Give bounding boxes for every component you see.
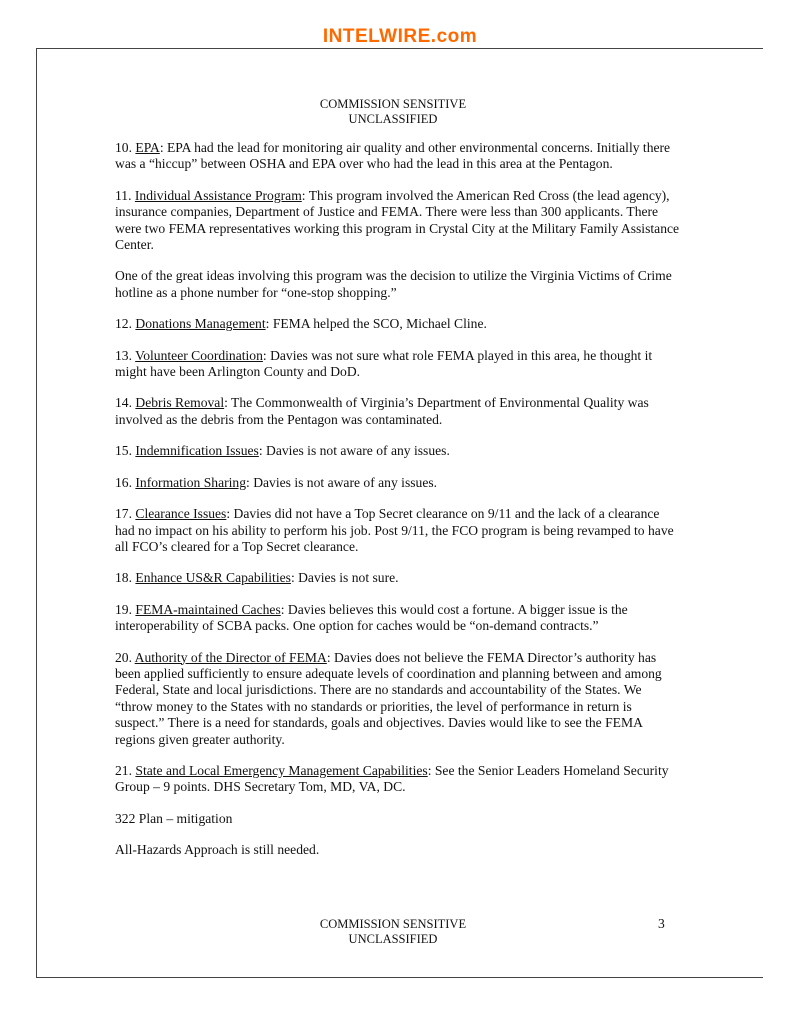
item-text: : The Commonwealth of Virginia’s Department of Environmental Quality was involved as the debris from the Pentagon was contaminated. <box>115 395 649 427</box>
item-title: Clearance Issues <box>135 506 227 522</box>
item-text: : FEMA helped the SCO, Michael Cline. <box>265 316 487 332</box>
item-title: Donations Management <box>135 316 266 332</box>
header-classification: COMMISSION SENSITIVE <box>319 97 467 111</box>
footer-classification: COMMISSION SENSITIVE <box>319 917 467 931</box>
item-number: 17. <box>115 506 136 522</box>
paragraph <box>115 842 680 858</box>
paragraph <box>115 570 680 586</box>
item-text: : Davies believes this would cost a fortune. A bigger issue is the interoperability of SCBA packs. One option for caches would be “on-demand contracts.” <box>115 601 628 634</box>
paragraph <box>115 811 680 827</box>
item-title: Information Sharing <box>135 474 247 490</box>
paragraph <box>115 475 680 491</box>
item-text: : Davies is not aware of any issues. <box>258 443 450 459</box>
item-title: Debris Removal <box>135 395 225 411</box>
footer-marking: UNCLASSIFIED <box>348 932 438 946</box>
item-number: 11. <box>115 187 135 203</box>
item-text: : Davies does not believe the FEMA Director’s authority has been applied sufficiently to ensure adequate levels of coordination and planning between and among Federal, State and local jurisdictions. There are no standards and accountability of the States. We “throw money to the States with no standards or priorities, the level of performance in return is suspect.” There is a need for standards, goals and objectives. Davies would like to see the FEMA regions given greater authority. <box>115 649 662 747</box>
paragraph <box>115 763 680 796</box>
paragraph <box>115 602 680 635</box>
item-text: All-Hazards Approach is still needed. <box>115 842 320 858</box>
paragraph <box>115 506 680 555</box>
item-number: 14. <box>115 395 136 411</box>
item-number: 21. <box>115 762 136 778</box>
paragraph <box>115 650 680 748</box>
page-footer <box>0 917 786 947</box>
item-number: 10. <box>115 140 136 155</box>
item-number: 12. <box>115 316 136 332</box>
item-text: : Davies is not aware of any issues. <box>246 474 438 490</box>
item-number: 18. <box>115 570 136 586</box>
item-number: 19. <box>115 601 136 617</box>
item-title: Volunteer Coordination <box>135 347 263 363</box>
site-banner <box>0 26 800 48</box>
item-title: State and Local Emergency Management Capabilities <box>135 762 428 778</box>
item-number: 16. <box>115 474 136 490</box>
item-number: 15. <box>115 443 136 459</box>
item-text: : EPA had the lead for monitoring air quality and other environmental concerns. Initially there was a “hiccup” between OSHA and EPA over who had the lead in this area at the Pentagon. <box>115 140 671 172</box>
item-number: 20. <box>115 649 135 665</box>
paragraph <box>115 443 680 459</box>
item-text: : Davies is not sure. <box>290 570 399 586</box>
item-title: Individual Assistance Program <box>134 187 302 203</box>
page-number: 3 <box>658 916 665 931</box>
item-text: : See the Senior Leaders Homeland Security Group – 9 points. DHS Secretary Tom, MD, VA, DC. <box>115 762 669 795</box>
item-title: Enhance US&R Capabilities <box>135 570 291 586</box>
paragraph <box>115 268 680 301</box>
page-header <box>0 97 786 127</box>
header-marking: UNCLASSIFIED <box>348 112 438 126</box>
item-title: Indemnification Issues <box>135 443 259 459</box>
item-text: : Davies was not sure what role FEMA played in this area, he thought it might have been Arlington County and DoD. <box>115 347 653 380</box>
paragraph <box>115 348 680 381</box>
banner-text: INTELWIRE.com <box>322 26 478 47</box>
paragraph <box>115 140 680 173</box>
item-text: : This program involved the American Red Cross (the lead agency), insurance companies, Department of Justice and FEMA. There were less than 300 applicants. There were two FEMA representatives working this program in Crystal City at the Military Family Assistance Center. <box>115 187 680 253</box>
item-text: : Davies did not have a Top Secret clearance on 9/11 and the lack of a clearance had no impact on his ability to perform his job. Post 9/11, the FCO program is being revamped to have all FCO’s cleared for a Top Secret clearance. <box>115 506 674 554</box>
document-body <box>115 140 680 874</box>
item-title: FEMA-maintained Caches <box>135 601 281 617</box>
item-text: One of the great ideas involving this program was the decision to utilize the Virginia Victims of Crime hotline as a phone number for “one-stop shopping.” <box>115 268 672 300</box>
item-text: 322 Plan – mitigation <box>115 810 233 826</box>
item-title: Authority of the Director of FEMA <box>134 649 327 665</box>
paragraph <box>115 316 680 332</box>
paragraph <box>115 188 680 254</box>
item-title: EPA <box>135 140 160 155</box>
item-number: 13. <box>115 347 136 363</box>
paragraph <box>115 395 680 428</box>
